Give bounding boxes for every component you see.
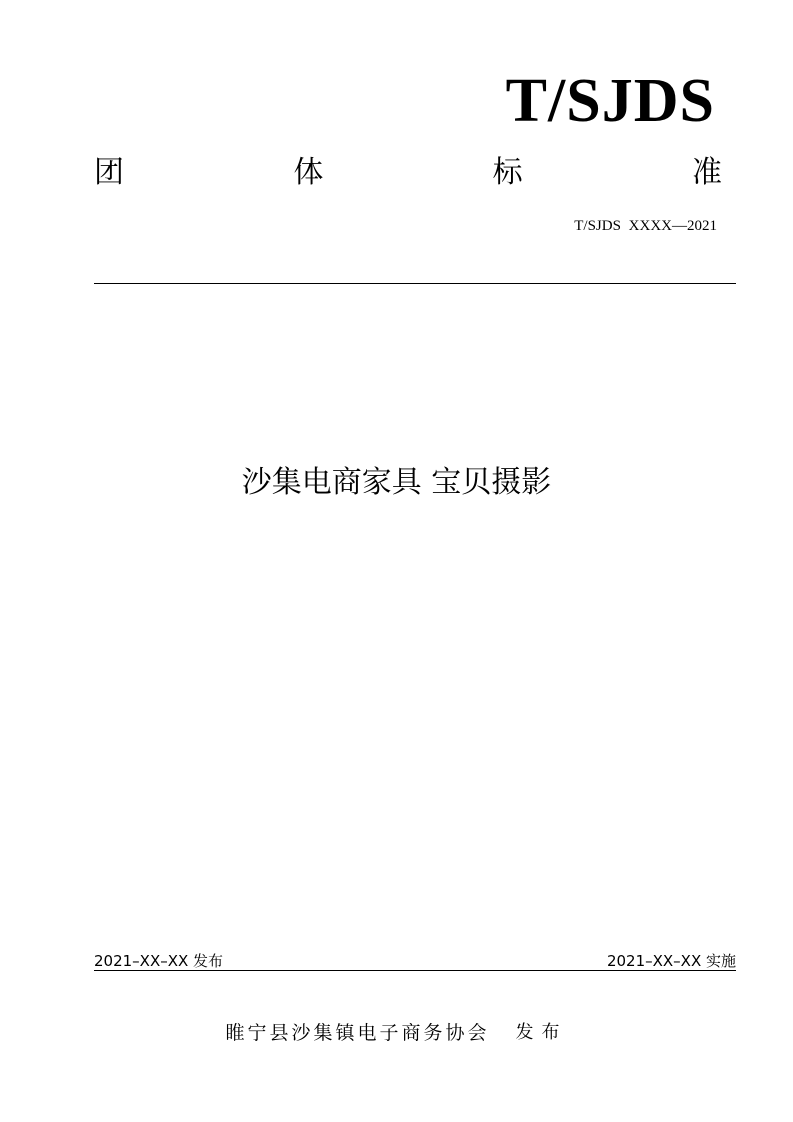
footer-divider: [94, 970, 736, 971]
implementation-date: 2021–XX–XX 实施: [606, 952, 736, 970]
standard-code: T/SJDS XXXX—2021: [574, 218, 717, 234]
standard-type-char: 团: [94, 155, 124, 190]
header-divider: [94, 283, 736, 284]
standard-type-char: 标: [492, 155, 523, 190]
release-date: 2021–XX–XX 发布: [94, 952, 224, 970]
issuer-name: 睢宁县沙集镇电子商务协会: [225, 1022, 490, 1044]
standard-logo: T/SJDS: [505, 67, 715, 135]
issuer-line: [0, 1020, 793, 1046]
document-title: 沙集电商家具 宝贝摄影: [241, 465, 552, 500]
standard-type-char: 准: [691, 155, 722, 190]
standard-type-char: 体: [293, 155, 324, 190]
date-row: [94, 950, 736, 972]
issuer-action: 发布: [515, 1022, 568, 1043]
standard-type-heading: [94, 153, 722, 193]
